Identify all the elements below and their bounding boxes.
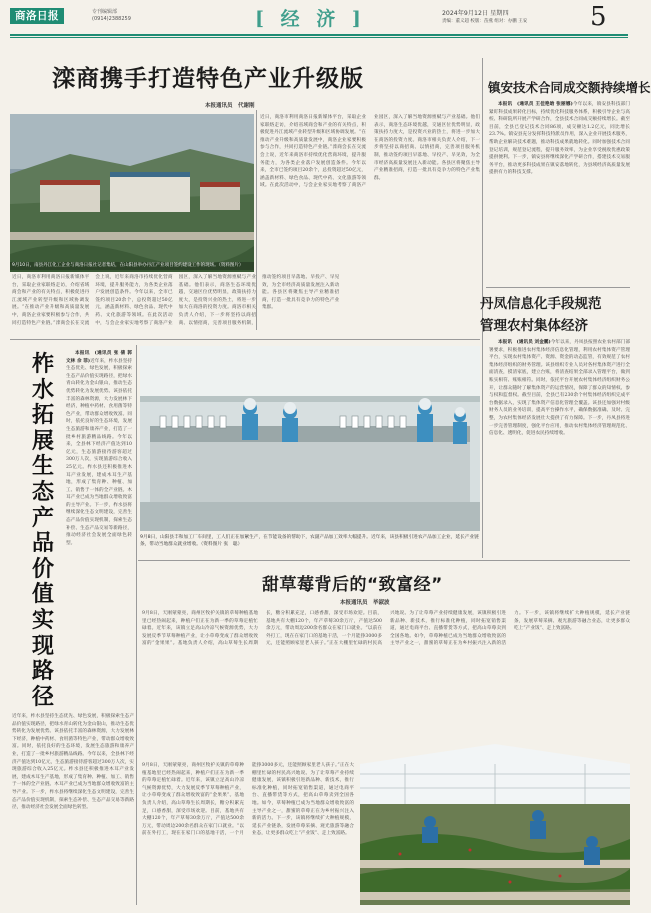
column-rule bbox=[256, 110, 257, 330]
vhead-char: 拓 bbox=[31, 403, 54, 429]
vhead-char: 态 bbox=[31, 479, 54, 505]
article4-body-bottom: 近年来，柞水县坚持生态优先、绿色发展，积极探索生态产品价值实现路径，把绿水青山转化为金山银山，推动生态优势转化为发展优势。该县依托丰富的森林资源，大力发展林下经济，种植中药材、食用菌等特色产业，带动群众增收致富。同时，依托良好的生态环境，发展生态旅游和康养产业，打造了一批乡村旅游精品线路。今年以来，全县林下经济产值达到10亿元，生态旅游接待游客超过300万人次，实现旅游综合收入25亿元。柞水县还积极推进木耳产业发展，建成木耳生产基地，形成了集育种、种植、加工、销售于一体的全产业链。木耳产业已成为当地群众增收致富的主导产业。下一步，柞水县将继续深化生态文明建设，完善生态产品价值实现机制，探索生态补偿、生态产品交易等新路径，推动经济社会发展全面绿色转型。 bbox=[12, 714, 134, 811]
article1-byline: 本报通讯员 代谢刚 bbox=[205, 103, 255, 109]
issue-date: 2024年9月12日 星期四 bbox=[442, 10, 509, 17]
article2-body bbox=[489, 101, 630, 286]
newspaper-logo: 商洛日报 bbox=[10, 8, 64, 24]
vhead-char: 柞 bbox=[31, 352, 54, 377]
article1-photo bbox=[10, 114, 254, 272]
vhead-char: 路 bbox=[31, 659, 54, 685]
article5-body-cont: 9月8日，天刚蒙蒙亮，商州区牧护关镇的草莓种植基地里已经热闹起来，种植户们正在为新一季的草莓定植忙碌着。近年来，该镇立足高山冷凉气候资源优势，大力发展反季节草莓种植产业，让小草莓变成了群众增收致富的“金果果”。基地负责人介绍，高山草莓生长周期长，糖分积累充足，口感香甜，深受市场欢迎。目前，基地共有大棚120个，年产草莓30余万斤，产值达500余万元，带动周边200余名群众在家门口就业。“以前在外打工，现在在家门口的基地干活，一个月能挣3000多元，还能照顾家里老人孩子。”正在大棚里忙碌的村民高兴地说。为了让草莓产业持续健康发展，该镇积极引进新品种、新技术，推行标准化种植，同时拓宽销售渠道，通过电商平台、直播带货等方式，把高山草莓卖到全国各地。如今，草莓种植已成为当地群众增收致富的主导产业之一，甜蜜的草莓正在为乡村振兴注入新的活力。下一步，该镇将继续扩大种植规模，延长产业链条，发展草莓采摘、观光旅游等融合业态，让更多群众吃上“产业饭”、走上致富路。 bbox=[142, 763, 354, 837]
strawberry-greenhouse-photo bbox=[360, 764, 630, 905]
article1-headline: 滦商携手打造特色产业升级版 bbox=[52, 66, 364, 92]
article2-byline: 本报讯 (通讯员 王佳艳晗 张丽娜) bbox=[498, 102, 573, 107]
article3-body bbox=[489, 339, 630, 554]
section-rule bbox=[486, 287, 630, 288]
paper-id-line2: (0914)2388259 bbox=[92, 16, 131, 22]
article4-byline: 本报讯 (通讯员 张 倩 郭文林 佘 菲) bbox=[66, 351, 132, 364]
column-rule bbox=[136, 345, 137, 905]
vhead-char: 水 bbox=[31, 377, 54, 403]
vhead-char: 价 bbox=[31, 556, 54, 582]
industrial-park-photo bbox=[10, 114, 254, 272]
factory-photo bbox=[140, 346, 480, 531]
article3-text: 今年以来，丹凤县按照农业农村部门部署要求，积极推进农村集体经济信息化管理，利用农村集体资产管理平台，实现农村集体资产、资源、资金的动态监管，有效规范了农村集体经济组织的财务管理。该县组织专业人员对各村集体资产进行全面清查，摸清家底，建立台账，将清查结果全部录入管理平台，做到账实相符、账账相符。同时，依托平台开展农村集体经济组织财务公开，让群众随时了解集体资产的运营情况，保障了群众的知情权、参与权和监督权。截至目前，全县已有230余个村集体经济组织完成平台数据录入，实现了集体资产信息化管理全覆盖。该县还加强对村级财务人员的业务培训，提高平台操作水平，确保数据准确、及时、完整，为农村集体经济发展壮大提供了有力保障。下一步，丹凤县将进一步完善管理制度，强化平台应用，推动农村集体经济管理规范化、信息化、透明化，促进农民持续增收。 bbox=[489, 340, 630, 437]
article1-body-cont: 近日，商洛市利用商洛日报新媒体平台，采取企业家联络走访，介绍省域商会和产业的有关特点，积极促进丹江流域产业转型升级和区域协调发展。“在推动产业升级和高质量发展中，商洛企业家要积极参与合作，共同打造特色产业链。”滦商会长在交流会上说，近年来商洛市持续优化营商环境，提升服务能力，为各类企业落户发展创造条件。今年以来，全市已签约项目20余个，总投资超过50亿元，涵盖新材料、绿色食品、现代中药、文化旅游等领域。在此次活动中，与会企业家实地考察了商洛产业园区，深入了解当地资源禀赋与产业基础。他们表示，商洛生态环境优越，交通区位优势明显，政策扶持力度大，是投资兴业的热土，将进一步加大在商洛的投资力度。商洛市相关负责人介绍，下一步将坚持以商招商、以情招商，完善项目服务机制，推动签约项目早落地、早投产、早见效，为全市经济高质量发展注入新动能。各县区将聚焦主导产业精准招商，打造一批具有竞争力的特色产业集群。 bbox=[260, 115, 480, 189]
article5-photo bbox=[360, 764, 630, 905]
editors-line: 责编：董义超 校版：苗燕 组对：办鹏 王安 bbox=[442, 19, 528, 24]
vhead-char: 展 bbox=[31, 428, 54, 454]
vhead-char: 产 bbox=[31, 505, 54, 531]
vhead-char: 品 bbox=[31, 531, 54, 557]
section-title: [ 经 济 ] bbox=[255, 8, 366, 30]
vhead-char: 径 bbox=[31, 684, 54, 710]
article3-headline-line2: 管理农村集体经济 bbox=[480, 318, 588, 334]
article4-text: 近年来，柞水县坚持生态优先、绿色发展，积极探索生态产品价值实现路径，把绿水青山转化为金山银山，推动生态优势转化为发展优势。该县依托丰富的森林资源，大力发展林下经济，种植中药材、食用菌等特色产业，带动群众增收致富。同时，依托良好的生态环境，发展生态旅游和康养产业，打造了一批乡村旅游精品线路。今年以来，全县林下经济产值达到10亿元，生态旅游接待游客超过300万人次，实现旅游综合收入25亿元。柞水县还积极推进木耳产业发展，建成木耳生产基地，形成了集育种、种植、加工、销售于一体的全产业链。木耳产业已成为当地群众增收致富的主导产业。下一步，柞水县将继续深化生态文明建设，完善生态产品价值实现机制，探索生态补偿、生态产品交易等新路径，推动经济社会发展全面绿色转型。 bbox=[66, 358, 132, 546]
article4-body-top bbox=[66, 350, 132, 612]
article5-body: 9月8日，天刚蒙蒙亮，商州区牧护关镇的草莓种植基地里已经热闹起来，种植户们正在为新一季的草莓定植忙碌着。近年来，该镇立足高山冷凉气候资源优势，大力发展反季节草莓种植产业，让小草莓变成了群众增收致富的“金果果”。基地负责人介绍，高山草莓生长周期长，糖分积累充足，口感香甜，深受市场欢迎。目前，基地共有大棚120个，年产草莓30余万斤，产值达500余万元，带动周边200余名群众在家门口就业。“以前在外打工，现在在家门口的基地干活，一个月能挣3000多元，还能照顾家里老人孩子。”正在大棚里忙碌的村民高兴地说。为了让草莓产业持续健康发展，该镇积极引进新品种、新技术，推行标准化种植，同时拓宽销售渠道，通过电商平台、直播带货等方式，把高山草莓卖到全国各地。如今，草莓种植已成为当地群众增收致富的主导产业之一，甜蜜的草莓正在为乡村振兴注入新的活力。下一步，该镇将继续扩大种植规模，延长产业链条，发展草莓采摘、观光旅游等融合业态，让更多群众吃上“产业饭”、走上致富路。 bbox=[142, 611, 630, 647]
factory-photo-caption: 9月8日，山阳县丰和加工厂车间里，工人们正在加紧生产，在节能设备的帮助下，农副产品加工效率大幅提升。近年来，该县积极引进农产品加工企业，延长产业链条，带动当地群众就业增收。（资料图片 张 聪） bbox=[140, 535, 479, 548]
article2-text: 今年以来，镇安县科技部门紧盯科技成果转化目标，持续优化科技服务体系，积极引导企业与高校、科研院所开展产学研合作，全县技术合同成交额持续增长。截至目前，全县已登记技术合同86项，成交额达1.2亿元，同比增长23.7%。镇安县充分发挥科技特派员作用，深入企业开展技术服务，帮助企业解决技术难题，推动科技成果就地转化。同时加强技术合同登记培训，规范登记流程，提升服务效率，为企业享受税收优惠政策提供便利。下一步，镇安县将继续深化产学研合作，搭建技术交易服务平台，推动更多科技成果在镇安落地转化，为县域经济高质量发展提供有力的科技支撑。 bbox=[489, 102, 630, 176]
article2-headline: 镇安技术合同成交额持续增长 bbox=[488, 80, 651, 95]
vhead-char: 现 bbox=[31, 633, 54, 659]
article1-body: 近日，商洛市利用商洛日报新媒体平台，采取企业家联络走访，介绍省域商会和产业的有关特点，积极促进丹江流域产业转型升级和区域协调发展。“在推动产业升级和高质量发展中，商洛企业家要积极参与合作，共同打造特色产业链。”滦商会长在交流会上说，近年来商洛市持续优化营商环境，提升服务能力，为各类企业落户发展创造条件。今年以来，全市已签约项目20余个，总投资超过50亿元，涵盖新材料、绿色食品、现代中药、文化旅游等领域。在此次活动中，与会企业家实地考察了商洛产业园区，深入了解当地资源禀赋与产业基础。他们表示，商洛生态环境优越，交通区位优势明显，政策扶持力度大，是投资兴业的热土，将进一步加大在商洛的投资力度。商洛市相关负责人介绍，下一步将坚持以商招商、以情招商，完善项目服务机制，推动签约项目早落地、早投产、早见效，为全市经济高质量发展注入新动能。各县区将聚焦主导产业精准招商，打造一批具有竞争力的特色产业集群。 bbox=[12, 275, 340, 326]
section-rule bbox=[10, 339, 480, 340]
paper-id-line1: 专刊编辑部 bbox=[92, 9, 118, 15]
article5-headline: 甜草莓背后的“致富经” bbox=[262, 575, 443, 595]
factory-workers-photo bbox=[140, 346, 480, 531]
vhead-char: 实 bbox=[31, 607, 54, 633]
article3-byline: 本报讯 (通讯员 刘金鹏) bbox=[498, 340, 551, 345]
date-block bbox=[442, 10, 527, 26]
masthead-rule-thin bbox=[10, 37, 628, 38]
paper-id bbox=[92, 9, 131, 23]
article5-byline: 本报通讯员 毕淑波 bbox=[340, 600, 390, 606]
vhead-char: 生 bbox=[31, 454, 54, 480]
article4-vertical-headline bbox=[28, 352, 58, 710]
vhead-char: 值 bbox=[31, 582, 54, 608]
section-rule bbox=[138, 560, 630, 561]
article1-photo-caption: 9月10日，南县丹江化工企业与商洛日报社记者集结，在山阳县举办丹江产业项目签约建设工作的现场。（资料图片） bbox=[10, 262, 254, 270]
page-number: 5 bbox=[590, 2, 607, 32]
masthead bbox=[0, 0, 638, 36]
article3-headline-line1: 丹凤信息化手段规范 bbox=[480, 296, 602, 312]
masthead-rule bbox=[10, 34, 628, 36]
